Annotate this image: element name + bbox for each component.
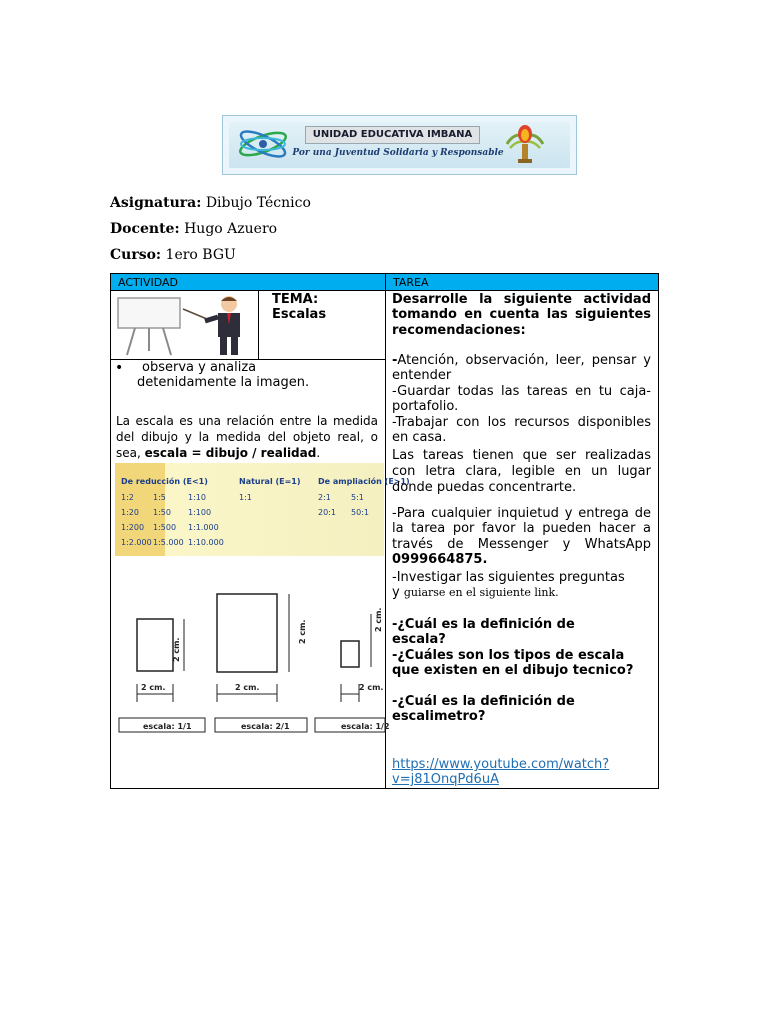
school-name: UNIDAD EDUCATIVA IMBANA bbox=[305, 126, 480, 144]
youtube-link-line-1[interactable]: https://www.youtube.com/watch? bbox=[392, 757, 610, 772]
teacher-value: Hugo Azuero bbox=[179, 221, 278, 237]
rec-1-dash: - bbox=[392, 353, 398, 368]
red-0-2: 1:10 bbox=[188, 493, 206, 502]
teacher-label: Docente: bbox=[110, 221, 180, 237]
contact-info bbox=[392, 506, 651, 567]
question-1: -¿Cuál es la definición de escala? bbox=[392, 617, 575, 648]
school-slogan: Por una Juventud Solidaria y Responsable bbox=[292, 148, 504, 158]
recommendation-2: -Guardar todas las tareas en tu caja-portafolio. bbox=[392, 384, 651, 415]
tema-divider bbox=[258, 291, 259, 359]
investigate-line-2 bbox=[392, 585, 654, 600]
investigate-link-note: guiarse en el siguiente link. bbox=[403, 586, 559, 599]
column-divider bbox=[385, 274, 386, 788]
dim-large-h: 2 cm. bbox=[298, 619, 307, 644]
definition-text: La escala es una relación entre la medida del dibujo y la medida del objeto real, o sea, bbox=[116, 414, 378, 460]
amp-0-1: 5:1 bbox=[351, 493, 364, 502]
rec-1-text: Atención, observación, leer, pensar y entender bbox=[392, 353, 651, 384]
scale-types-table bbox=[115, 463, 410, 556]
nat-0: 1:1 bbox=[239, 493, 252, 502]
subject-line bbox=[110, 195, 311, 211]
dim-tiny-w: 2 cm. bbox=[359, 683, 384, 692]
red-3-0: 1:2.000 bbox=[121, 538, 152, 547]
red-1-0: 1:20 bbox=[121, 508, 139, 517]
tema-label: TEMA: bbox=[272, 292, 319, 307]
investigate-y: y bbox=[392, 585, 404, 600]
course-label: Curso: bbox=[110, 247, 162, 263]
bullet-icon: • bbox=[115, 360, 124, 376]
teacher-line bbox=[110, 221, 277, 237]
red-2-2: 1:1.000 bbox=[188, 523, 219, 532]
question-2: -¿Cuáles son los tipos de escala que existen en el dibujo tecnico? bbox=[392, 648, 634, 679]
investigate-line: -Investigar las siguientes preguntas bbox=[392, 570, 625, 585]
amp-1-1: 50:1 bbox=[351, 508, 369, 517]
recommendation-3: -Trabajar con los recursos disponibles en casa. bbox=[392, 415, 651, 446]
definition-end: . bbox=[316, 446, 321, 460]
question-3: -¿Cuál es la definición de escalimetro? bbox=[392, 694, 575, 725]
red-2-0: 1:200 bbox=[121, 523, 145, 532]
red-2-1: 1:500 bbox=[153, 523, 177, 532]
scale-definition bbox=[116, 413, 378, 461]
red-1-1: 1:50 bbox=[153, 508, 171, 517]
contact-text: -Para cualquier inquietud y entrega de la tarea por favor la pueden hacer a través de Messenger y WhatsApp bbox=[392, 506, 651, 552]
torch-emblem-icon bbox=[502, 122, 548, 166]
red-3-1: 1:5.000 bbox=[153, 538, 184, 547]
scale-drawing bbox=[115, 574, 390, 764]
natural-header: Natural (E=1) bbox=[239, 477, 301, 486]
scale-drawing-svg bbox=[115, 574, 390, 764]
course-value: 1ero BGU bbox=[161, 247, 236, 263]
recommendation-4: Las tareas tienen que ser realizadas con letra clara, legible en un lugar donde puedas concentrarte. bbox=[392, 448, 651, 495]
red-0-1: 1:5 bbox=[153, 493, 166, 502]
dim-small-h: 2 cm. bbox=[172, 637, 181, 662]
youtube-link[interactable] bbox=[392, 757, 609, 788]
reduction-header: De reducción (E<1) bbox=[121, 477, 208, 486]
header-task: TAREA bbox=[386, 274, 658, 291]
youtube-link-line-2[interactable]: v=j81OnqPd6uA bbox=[392, 772, 499, 788]
scale-label-1: escala: 1/1 bbox=[143, 722, 192, 731]
amp-1-0: 20:1 bbox=[318, 508, 336, 517]
teacher-whiteboard-illustration bbox=[115, 293, 255, 357]
definition-formula: escala = dibujo / realidad bbox=[144, 446, 317, 460]
school-banner bbox=[222, 115, 577, 175]
instruction-line-2: detenidamente la imagen. bbox=[137, 375, 310, 390]
red-0-0: 1:2 bbox=[121, 493, 134, 502]
scale-label-3: escala: 1/2 bbox=[341, 722, 390, 731]
atom-logo-icon bbox=[233, 124, 293, 164]
dim-large-w: 2 cm. bbox=[235, 683, 260, 692]
recommendation-1 bbox=[392, 353, 651, 384]
red-1-2: 1:100 bbox=[188, 508, 212, 517]
dim-tiny-h: 2 cm. bbox=[374, 607, 383, 632]
subject-value: Dibujo Técnico bbox=[201, 195, 311, 211]
course-line bbox=[110, 247, 236, 263]
activity-table bbox=[110, 273, 659, 789]
amplification-header: De ampliación (E>1) bbox=[318, 477, 410, 486]
task-intro: Desarrolle la siguiente actividad tomando en cuenta las siguientes recomendaciones: bbox=[392, 292, 651, 338]
red-3-2: 1:10.000 bbox=[188, 538, 224, 547]
phone-number: 0999664875. bbox=[392, 551, 488, 567]
subject-label: Asignatura: bbox=[110, 195, 202, 211]
dim-small-w: 2 cm. bbox=[141, 683, 166, 692]
instruction-line-1: observa y analiza bbox=[142, 360, 257, 375]
header-activity: ACTIVIDAD bbox=[111, 274, 385, 291]
amp-0-0: 2:1 bbox=[318, 493, 331, 502]
tema-value: Escalas bbox=[272, 307, 327, 322]
scale-label-2: escala: 2/1 bbox=[241, 722, 290, 731]
